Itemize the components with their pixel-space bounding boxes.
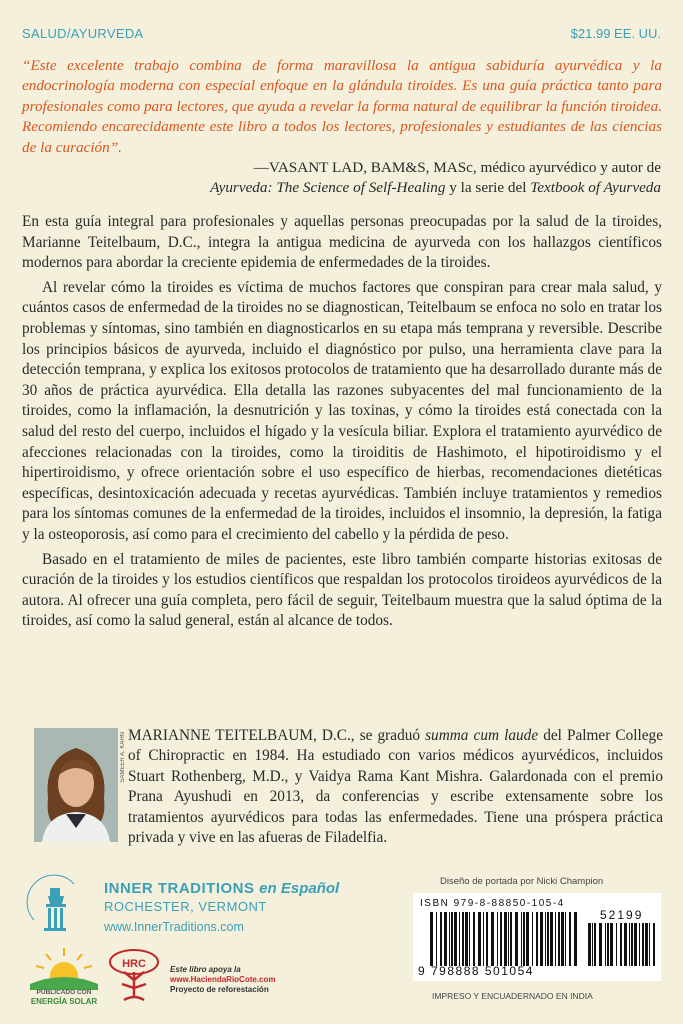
barcode-bar bbox=[639, 923, 640, 966]
book-title-2: Textbook of Ayurveda bbox=[530, 179, 661, 197]
barcode-main bbox=[430, 912, 578, 966]
barcode-bar bbox=[605, 923, 606, 966]
barcode-bar bbox=[430, 912, 433, 966]
publisher-url: www.InnerTraditions.com bbox=[104, 920, 244, 934]
barcode-bar bbox=[444, 912, 447, 966]
barcode-bar bbox=[536, 912, 538, 966]
barcode-addon bbox=[588, 923, 656, 966]
description-paragraph-2: Al revelar cómo la tiroides es víctima de muchos factores que conspiran para crear mala salud, y cuántos casos de enfermedad de la tiroides no se diagnostican, Teitelbaum se enfoca no solo en tratar los problemas y síntomas, sino también en diagnosticarlos en su etapa más temprana y reversible. Describe los principios básicos de ayurveda, incluido el diagnóstico por pulso, una herramienta clave para la detección temprana, y explica los exitosos protocolos de tratamiento que ha desarrollado durante más de 30 años de práctica ayurvédica. Ella detalla las razones subyacentes del mal funcionamiento de la tiroides, como la inflamación, la desnutrición y las toxinas, y cómo la tiroides está conectada con la salud del resto del cuerpo, incluidos el hígado y la vesícula biliar. Explora el tratamiento ayurvédico de afecciones relacionadas con la tiroides, como la tiroiditis de Hashimoto, el hipotiroidismo y el hipertiroidismo, y ofrece orientación sobre el uso específico de hierbas, recomendaciones dietéticas específicas, desintoxicación adecuada y recetas ayurvédicas. También incluye tratamientos y remedios para los síntomas comunes de la enfermedad de la tiroides, incluidos el insomnio, la depresión, la fatiga y la osteoporosis, así como para el crecimiento del cabello y la pérdida de peso. bbox=[22, 278, 662, 543]
barcode-bar bbox=[451, 912, 453, 966]
barcode-bar bbox=[504, 912, 507, 966]
barcode-bar bbox=[588, 923, 591, 966]
author-name: MARIANNE TEITELBAUM, D.C. bbox=[128, 727, 351, 744]
barcode-bar bbox=[521, 912, 522, 966]
barcode-bar bbox=[454, 912, 457, 966]
book-title-1: Ayurveda: The Science of Self-Healing bbox=[210, 179, 446, 197]
barcode-bar bbox=[642, 923, 644, 966]
inner-traditions-logo bbox=[24, 870, 84, 940]
publisher-suffix: en Español bbox=[259, 880, 340, 897]
barcode-bar bbox=[574, 912, 577, 966]
books-connector: y la serie del bbox=[445, 179, 531, 197]
tree-icon bbox=[106, 946, 162, 1004]
book-description bbox=[22, 212, 662, 636]
endorsement-quote: “Este excelente trabajo combina de forma maravillosa la antigua sabiduría ayurvédica y la endocrinología moderna con especial enfoque en la glándula tiroides. Es una guía práctica tanto para profesionales como para lectores, que ayuda a revelar la forma natural de equilibrar la función tiroidea. Recomiendo encarecidamente este libro a todos los lectores, profesionales y estudiantes de las ciencias de la curación”. bbox=[22, 57, 662, 156]
barcode-bar bbox=[440, 912, 442, 966]
barcode-bar bbox=[540, 912, 543, 966]
barcode-bar bbox=[610, 923, 613, 966]
barcode-bar bbox=[469, 912, 470, 966]
barcode-bar bbox=[599, 923, 602, 966]
publisher-name bbox=[104, 880, 339, 897]
barcode-number: 9 798888 501054 bbox=[418, 964, 534, 978]
cover-design-credit: Diseño de portada por Nicki Champion bbox=[440, 876, 604, 887]
bio-text-2: del Palmer College of Chiropractic en 1984. Ha estudiado con varios médicos ayurvédicos, incluidos Stuart Rothenberg, M.D., y Vaidya Rama Kant Mishra. Galardonada con el premio Prana Ayushudi en 2013, da conferencias y escribe extensamente sobre los tratamientos ayurvédicos para todas las enfermedades. Tiene una próspera práctica privada y vive en las afueras de Filadelfia. bbox=[128, 727, 663, 847]
author-bio bbox=[128, 726, 663, 848]
price-label: $21.99 EE. UU. bbox=[570, 26, 661, 41]
barcode-bar bbox=[462, 912, 464, 966]
endorsement-attribution bbox=[101, 158, 661, 199]
barcode-bar bbox=[607, 923, 609, 966]
barcode-bar bbox=[491, 912, 494, 966]
publisher-name-text: INNER TRADITIONS bbox=[104, 880, 255, 897]
barcode-bar bbox=[558, 912, 560, 966]
barcode-bar bbox=[550, 912, 553, 966]
barcode-bar bbox=[555, 912, 556, 966]
barcode-bar bbox=[526, 912, 529, 966]
barcode-bar bbox=[631, 923, 633, 966]
reforestation-line3: Proyecto de reforestación bbox=[170, 985, 269, 994]
barcode-bar bbox=[508, 912, 509, 966]
barcode-bar bbox=[620, 923, 622, 966]
reforestation-url: www.HaciendaRioCote.com bbox=[170, 975, 276, 984]
solar-badge-line1: PUBLICADO CON bbox=[36, 989, 92, 996]
barcode-bar bbox=[510, 912, 512, 966]
barcode-addon-number: 52199 bbox=[600, 908, 644, 922]
barcode-bar bbox=[473, 912, 475, 966]
barcode-bar bbox=[486, 912, 488, 966]
barcode-bar bbox=[483, 912, 484, 966]
barcode-bar bbox=[561, 912, 564, 966]
category-label: SALUD/AYURVEDA bbox=[22, 26, 144, 41]
isbn-label: ISBN 979-8-88850-105-4 bbox=[420, 898, 565, 909]
endorsement-author: —VASANT LAD, BAM&S, MASc, médico ayurvédico y autor de bbox=[253, 159, 661, 176]
barcode-bar bbox=[547, 912, 549, 966]
hrc-logo-text: HRC bbox=[122, 958, 146, 970]
barcode-bar bbox=[465, 912, 468, 966]
barcode-bar bbox=[478, 912, 481, 966]
barcode-bar bbox=[436, 912, 437, 966]
publisher-city: ROCHESTER, VERMONT bbox=[104, 899, 267, 914]
barcode-bar bbox=[634, 923, 637, 966]
description-paragraph-3: Basado en el tratamiento de miles de pacientes, este libro también comparte historias exitosas de curación de la tiroides y los estudios científicos que respaldan los protocolos tiroideos ayurvédicos de la autora. Al ofrecer una guía completa, pero fácil de seguir, Teitelbaum muestra que la salud óptima de la tiroides, así como la salud general, están al alcance de todos. bbox=[22, 550, 662, 630]
reforestation-line1: Este libro apoya la bbox=[170, 965, 241, 974]
endorsement-books bbox=[101, 178, 661, 198]
barcode-bar bbox=[653, 923, 655, 966]
solar-badge-line2: ENERGÍA SOLAR bbox=[30, 997, 98, 1006]
barcode-bar bbox=[569, 912, 571, 966]
barcode-bar bbox=[649, 923, 650, 966]
description-paragraph-1: En esta guía integral para profesionales y aquellas personas preocupadas por la salud de la tiroides, Marianne Teitelbaum, D.C., integra la antigua medicina de ayurveda con los hallazgos científicos modernos para abordar la creciente epidemia de enfermedades de la tiroides. bbox=[22, 213, 662, 272]
author-photo bbox=[34, 728, 118, 842]
barcode-bar bbox=[532, 912, 533, 966]
barcode-bar bbox=[515, 912, 518, 966]
barcode-bar bbox=[592, 923, 593, 966]
bio-honor: summa cum laude bbox=[425, 727, 539, 744]
photo-credit: SAMEER A. KAHN bbox=[120, 732, 126, 783]
barcode-bar bbox=[629, 923, 630, 966]
barcode-bar bbox=[616, 923, 617, 966]
barcode-bar bbox=[645, 923, 648, 966]
barcode-bar bbox=[449, 912, 450, 966]
barcode-bar bbox=[624, 923, 627, 966]
barcode-bar bbox=[565, 912, 566, 966]
bio-text-1: , se graduó bbox=[350, 727, 426, 744]
barcode-bar bbox=[545, 912, 546, 966]
barcode-bar bbox=[500, 912, 502, 966]
printed-in-label: IMPRESO Y ENCUADERNADO EN INDIA bbox=[432, 991, 593, 1001]
barcode-bar bbox=[497, 912, 498, 966]
barcode-bar bbox=[459, 912, 460, 966]
reforestation-text bbox=[170, 965, 276, 995]
barcode-bar bbox=[523, 912, 525, 966]
barcode-bar bbox=[594, 923, 596, 966]
